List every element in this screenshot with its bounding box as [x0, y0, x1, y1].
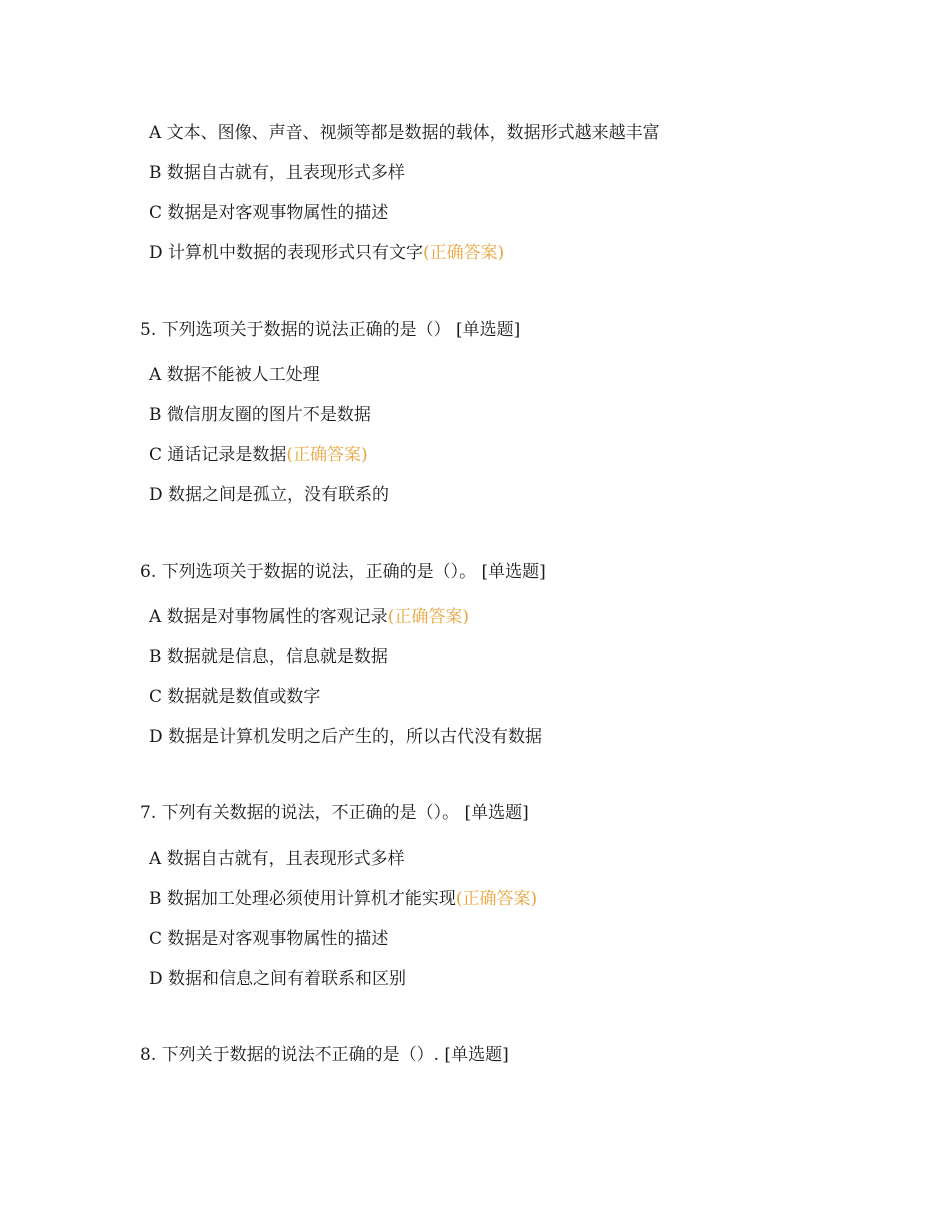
option-text: 数据就是信息，信息就是数据: [166, 647, 388, 667]
option-letter: B: [149, 647, 162, 667]
option-letter: B: [149, 889, 162, 909]
correct-answer-tag: (正确答案): [387, 607, 469, 627]
option-letter: C: [149, 445, 163, 465]
option-letter: D: [149, 969, 163, 989]
option-letter: D: [149, 485, 163, 505]
option-b: [149, 646, 388, 668]
option-text: 数据不能被人工处理: [166, 365, 320, 385]
correct-answer-tag: (正确答案): [423, 243, 505, 263]
option-d: [149, 242, 504, 264]
option-text: 数据自古就有，且表现形式多样: [166, 849, 405, 869]
option-text: 数据自古就有，且表现形式多样: [166, 163, 405, 183]
option-letter: D: [149, 243, 163, 263]
correct-answer-tag: (正确答案): [455, 889, 538, 909]
option-letter: B: [149, 163, 162, 183]
option-b: [149, 404, 371, 426]
option-c: [149, 202, 388, 224]
option-text: 通话记录是数据: [167, 445, 287, 465]
option-c: [149, 686, 320, 708]
question-stem: 7. 下列有关数据的说法，不正确的是（）。 [单选题]: [140, 803, 529, 823]
option-text: 数据是对客观事物属性的描述: [167, 203, 389, 223]
option-a: [149, 364, 320, 386]
option-text: 数据就是数值或数字: [167, 687, 321, 707]
option-letter: C: [149, 929, 163, 949]
option-text: 微信朋友圈的图片不是数据: [166, 405, 371, 425]
option-d: [149, 484, 389, 506]
question-stem: 8. 下列关于数据的说法不正确的是（）. [单选题]: [140, 1045, 509, 1065]
option-letter: C: [149, 687, 163, 707]
option-c: [149, 444, 368, 466]
option-d: [149, 968, 406, 990]
option-b: [149, 888, 537, 910]
option-a: [149, 122, 660, 144]
option-a: [149, 606, 469, 628]
option-text: 数据加工处理必须使用计算机才能实现: [166, 889, 456, 909]
option-text: 数据和信息之间有着联系和区别: [168, 969, 407, 989]
option-text: 数据是对事物属性的客观记录: [166, 607, 388, 627]
option-text: 数据是对客观事物属性的描述: [167, 929, 389, 949]
correct-answer-tag: (正确答案): [286, 445, 368, 465]
option-letter: D: [149, 727, 163, 747]
option-letter: A: [149, 365, 162, 385]
option-letter: A: [149, 849, 162, 869]
option-letter: B: [149, 405, 162, 425]
option-letter: A: [149, 123, 162, 143]
option-d: [149, 726, 542, 748]
option-a: [149, 848, 405, 870]
question-stem: 5. 下列选项关于数据的说法正确的是（） [单选题]: [140, 320, 521, 340]
option-letter: A: [149, 607, 162, 627]
option-text: 数据之间是孤立，没有联系的: [168, 485, 390, 505]
option-text: 文本、图像、声音、视频等都是数据的载体，数据形式越来越丰富: [166, 123, 660, 143]
option-text: 计算机中数据的表现形式只有文字: [168, 243, 424, 263]
option-letter: C: [149, 203, 163, 223]
option-b: [149, 162, 405, 184]
option-text: 数据是计算机发明之后产生的，所以古代没有数据: [168, 727, 543, 747]
option-c: [149, 928, 388, 950]
question-stem: 6. 下列选项关于数据的说法，正确的是（）。 [单选题]: [140, 562, 546, 582]
